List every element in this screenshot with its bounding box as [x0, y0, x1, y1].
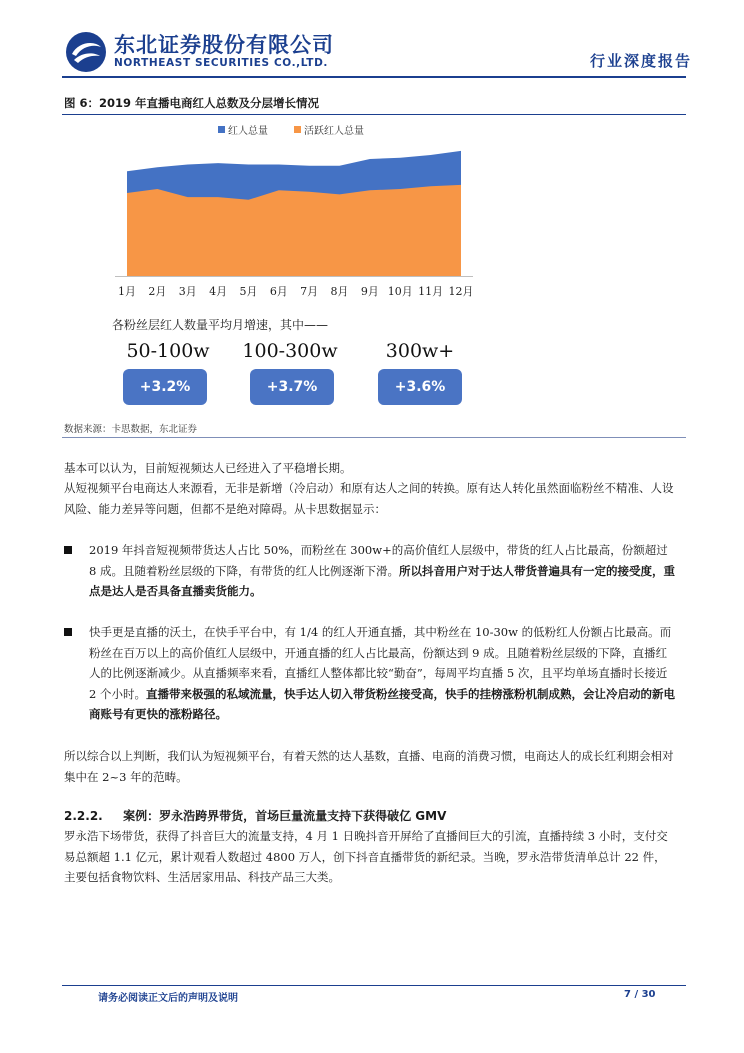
x-tick-label: 5月	[239, 285, 258, 298]
tier-label-100-300w: 100-300w	[242, 340, 338, 362]
bullet-1-bold: 所以抖音用户对于达人带货普遍具有一定的接受度，重点是达人是否具备直播卖货能力。	[89, 563, 675, 598]
x-tick-label: 8月	[330, 285, 349, 298]
legend-label-active: 活跃红人总量	[304, 126, 364, 137]
x-tick-label: 6月	[269, 285, 288, 298]
header-divider	[62, 76, 686, 78]
x-tick-label: 4月	[209, 285, 228, 298]
tier-subtitle: 各粉丝层红人数量平均月增速，其中——	[112, 318, 329, 332]
legend-label-total: 红人总量	[228, 126, 268, 137]
legend-item-total	[218, 122, 268, 137]
logo-icon	[64, 30, 108, 74]
paragraph-1	[64, 458, 676, 479]
bullet-item-2	[64, 622, 676, 725]
bullet-1-text	[89, 540, 676, 602]
tier-growth-50-100w: +3.2%	[123, 369, 207, 405]
x-tick-label: 1月	[118, 285, 136, 298]
series-area-1	[127, 185, 461, 276]
page-number: 7 / 30	[624, 989, 656, 1000]
x-tick-label: 12月	[448, 285, 474, 298]
tier-label-50-100w: 50-100w	[126, 340, 210, 362]
x-tick-label: 11月	[418, 285, 444, 298]
figure-bottom-divider	[62, 437, 686, 438]
x-tick-label: 7月	[300, 285, 319, 298]
bullet-2-plain: 快手更是直播的沃土，在快手平台中，有 1/4 的红人开通直播，其中粉丝在 10-30w 的低粉红人份额占比最高。而粉丝在百万以上的高价值红人层级中，开通直播的红人占比最高，份额达到 9 成。且随着粉丝层级的下降，直播红人的比例逐渐减少。从直播频率来看，直播红人整体都比较“勤奋”，每周平均直播 5 次，且平均单场直播时长接近 2 个小时。	[89, 625, 672, 701]
bullet-2-bold: 直播带来极强的私域流量，快手达人切入带货粉丝接受高，快手的挂榜涨粉机制成熟，会让冷启动的新电商账号有更快的涨粉路径。	[89, 686, 675, 721]
figure-source: 数据来源：卡思数据，东北证券	[64, 424, 198, 435]
tier-growth-300w-plus: +3.6%	[378, 369, 462, 405]
company-logo	[64, 30, 108, 74]
bullet-1-plain: 2019 年抖音短视频带货达人占比 50%，而粉丝在 300w+的高价值红人层级中，带货的红人占比最高，份额超过 8 成。且随着粉丝层级的下降，有带货的红人比例逐渐下滑。	[89, 543, 668, 578]
legend-item-active	[294, 122, 364, 137]
paragraph-2-text: 从短视频平台电商达人来源看，无非是新增（冷启动）和原有达人之间的转换。原有达人转化虽然面临粉丝不精准、人设风险、能力差异等问题，但都不是绝对障碍。从卡思数据显示：	[64, 481, 674, 516]
footer-disclaimer: 请务必阅读正文后的声明及说明	[98, 993, 238, 1004]
paragraph-4	[64, 826, 676, 888]
company-name-en: NORTHEAST SECURITIES CO.,LTD.	[114, 57, 328, 69]
company-name-cn: 东北证券股份有限公司	[114, 33, 334, 57]
section-number: 2.2.2.	[64, 809, 103, 823]
footer-divider	[62, 985, 686, 986]
paragraph-1-text: 基本可以认为，目前短视频达人已经进入了平稳增长期。	[64, 461, 352, 475]
x-tick-label: 9月	[360, 285, 379, 298]
x-tick-label: 3月	[178, 285, 197, 298]
area-chart	[100, 140, 490, 305]
paragraph-3	[64, 746, 676, 787]
legend-swatch-active	[294, 126, 301, 133]
bullet-item-1	[64, 540, 676, 602]
x-tick-label: 10月	[387, 285, 413, 298]
paragraph-3-text: 所以综合以上判断，我们认为短视频平台，有着天然的达人基数，直播、电商的消费习惯，电商达人的成长红利期会相对集中在 2~3 年的范畴。	[64, 749, 674, 784]
bullet-square-icon	[64, 628, 72, 636]
tier-growth-100-300w: +3.7%	[250, 369, 334, 405]
section-title: 案例：罗永浩跨界带货，首场巨量流量支持下获得破亿 GMV	[123, 809, 447, 823]
report-type: 行业深度报告	[590, 52, 693, 70]
figure-title: 图 6：2019 年直播电商红人总数及分层增长情况	[64, 96, 320, 110]
bullet-2-text	[89, 622, 676, 725]
legend-swatch-total	[218, 126, 225, 133]
bullet-square-icon	[64, 546, 72, 554]
paragraph-2	[64, 478, 676, 519]
chart-legend	[218, 122, 364, 137]
paragraph-4-text: 罗永浩下场带货，获得了抖音巨大的流量支持，4 月 1 日晚抖音开屏给了直播间巨大的引流，直播持续 3 小时，支付交易总额超 1.1 亿元，累计观看人数超过 4800 万人，创下抖音直播带货的新纪录。当晚，罗永浩带货清单总计 22 件，主要包括食物饮料、生活居家用品、科技产品三大类。	[64, 829, 668, 884]
section-heading	[64, 807, 446, 824]
figure-title-divider	[62, 114, 686, 115]
x-tick-label: 2月	[148, 285, 167, 298]
tier-label-300w-plus: 300w+	[385, 340, 455, 362]
